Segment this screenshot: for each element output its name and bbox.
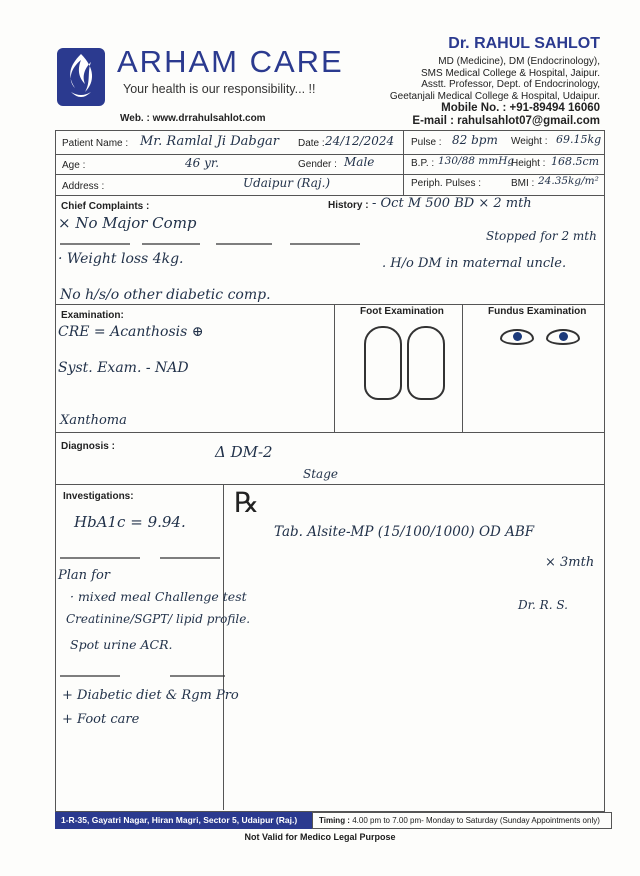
pulse-value: 82 bpm <box>452 133 498 147</box>
investigations-title: Investigations: <box>63 491 134 502</box>
section-divider <box>55 432 604 433</box>
gender-value: Male <box>344 155 375 169</box>
chief-complaints-title: Chief Complaints : <box>61 201 150 212</box>
examination-line: Xanthoma <box>60 413 127 428</box>
qualification-line: MD (Medicine), DM (Endocrinology), <box>438 56 600 67</box>
doctor-qualifications <box>390 56 600 102</box>
bp-value: 130/88 mmHg <box>438 155 515 167</box>
plan-line: · mixed meal Challenge test <box>70 589 247 604</box>
doctor-mobile: Mobile No. : +91-89494 16060 <box>441 102 600 114</box>
flame-logo-icon <box>57 48 105 106</box>
fundus-examination-title: Fundus Examination <box>488 306 587 317</box>
examination-line: CRE = Acanthosis ⊕ <box>58 324 204 340</box>
foot-examination-title: Foot Examination <box>360 306 444 317</box>
qualification-line: Geetanjali Medical College & Hospital, Udaipur. <box>389 90 600 102</box>
website[interactable]: Web. : www.drrahulsahlot.com <box>120 113 266 124</box>
section-divider <box>55 484 604 485</box>
examination-line: Syst. Exam. - NAD <box>58 360 189 376</box>
examination-title: Examination: <box>61 310 124 321</box>
height-value: 168.5cm <box>551 155 600 168</box>
patient-name-value: Mr. Ramlal Ji Dabgar <box>140 134 280 149</box>
col-divider <box>223 484 224 810</box>
doctor-email[interactable]: E-mail : rahulsahlot07@gmail.com <box>412 115 600 127</box>
diagnosis-title: Diagnosis : <box>61 441 115 452</box>
complaint-line: · Weight loss 4kg. <box>58 251 184 267</box>
weight-value: 69.15kg <box>556 133 602 146</box>
bmi-label: BMI : <box>511 178 535 189</box>
rx-duration: × 3mth <box>545 555 595 570</box>
address-value: Udaipur (Raj.) <box>243 176 331 190</box>
pulse-label: Pulse : <box>411 137 442 148</box>
date-label: Date : <box>298 138 325 149</box>
plan-line: Plan for <box>58 568 111 583</box>
weight-label: Weight : <box>511 136 548 147</box>
history-line: - Oct M 500 BD × 2 mth <box>372 196 532 211</box>
date-value: 24/12/2024 <box>325 134 395 148</box>
timing-label: Timing : <box>319 816 350 825</box>
clinic-timing <box>312 812 612 829</box>
bmi-value: 24.35kg/m² <box>538 175 599 187</box>
rx-symbol: ℞ <box>234 486 260 519</box>
plan-line: Spot urine ACR. <box>70 637 173 652</box>
legal-note: Not Valid for Medico Legal Purpose <box>244 832 396 842</box>
doctor-name: Dr. RAHUL SAHLOT <box>448 35 600 52</box>
clinic-address: 1-R-35, Gayatri Nagar, Hiran Magri, Sector 5, Udaipur (Raj.) <box>55 812 313 829</box>
left-foot-icon <box>364 326 402 400</box>
complaint-line: × No Major Comp <box>58 214 197 232</box>
history-line: Stopped for 2 mth <box>486 229 597 243</box>
right-foot-icon <box>407 326 445 400</box>
complaint-rule-lines <box>60 240 360 248</box>
brand-tagline: Your health is our responsibility... !! <box>123 82 316 96</box>
arham-care-logo <box>57 48 105 106</box>
complaint-line: No h/s/o other diabetic comp. <box>60 287 271 303</box>
left-eye-icon <box>500 329 534 345</box>
row-divider <box>55 174 604 175</box>
qualification-line: Asstt. Professor, Dept. of Endocrinology, <box>421 79 600 90</box>
diagnosis-line: Stage <box>303 467 338 481</box>
age-label: Age : <box>62 160 86 171</box>
address-label: Address : <box>62 181 105 192</box>
periph-pulses-label: Periph. Pulses : <box>411 178 482 189</box>
col-divider <box>403 130 404 195</box>
hba1c-value: HbA1c = 9.94. <box>74 513 186 531</box>
timing-value: 4.00 pm to 7.00 pm- Monday to Saturday (Sunday Appointments only) <box>352 816 600 825</box>
brand-name: ARHAM CARE <box>117 44 344 79</box>
section-divider <box>55 304 604 305</box>
plan-line: + Diabetic diet & Rgm Pro <box>62 688 239 703</box>
history-line: . H/o DM in maternal uncle. <box>382 256 567 271</box>
investigation-rule-lines <box>60 672 225 680</box>
investigation-rule-lines <box>60 554 225 562</box>
col-divider <box>334 304 335 432</box>
height-label: Height : <box>511 158 546 169</box>
plan-line: + Foot care <box>62 712 140 727</box>
right-eye-icon <box>546 329 580 345</box>
bp-label: B.P. : <box>411 158 435 169</box>
rx-line: Tab. Alsite-MP (15/100/1000) OD ABF <box>274 524 535 540</box>
diagnosis-line: Δ DM-2 <box>215 443 273 461</box>
patient-name-label: Patient Name : <box>62 138 129 149</box>
age-value: 46 yr. <box>185 156 220 170</box>
doctor-signature: Dr. R. S. <box>518 598 568 612</box>
gender-label: Gender : <box>298 159 337 170</box>
plan-line: Creatinine/SGPT/ lipid profile. <box>66 612 251 626</box>
row-divider <box>55 154 604 155</box>
qualification-line: SMS Medical College & Hospital, Jaipur. <box>421 67 600 79</box>
col-divider <box>462 304 463 432</box>
history-label: History : <box>328 200 369 211</box>
